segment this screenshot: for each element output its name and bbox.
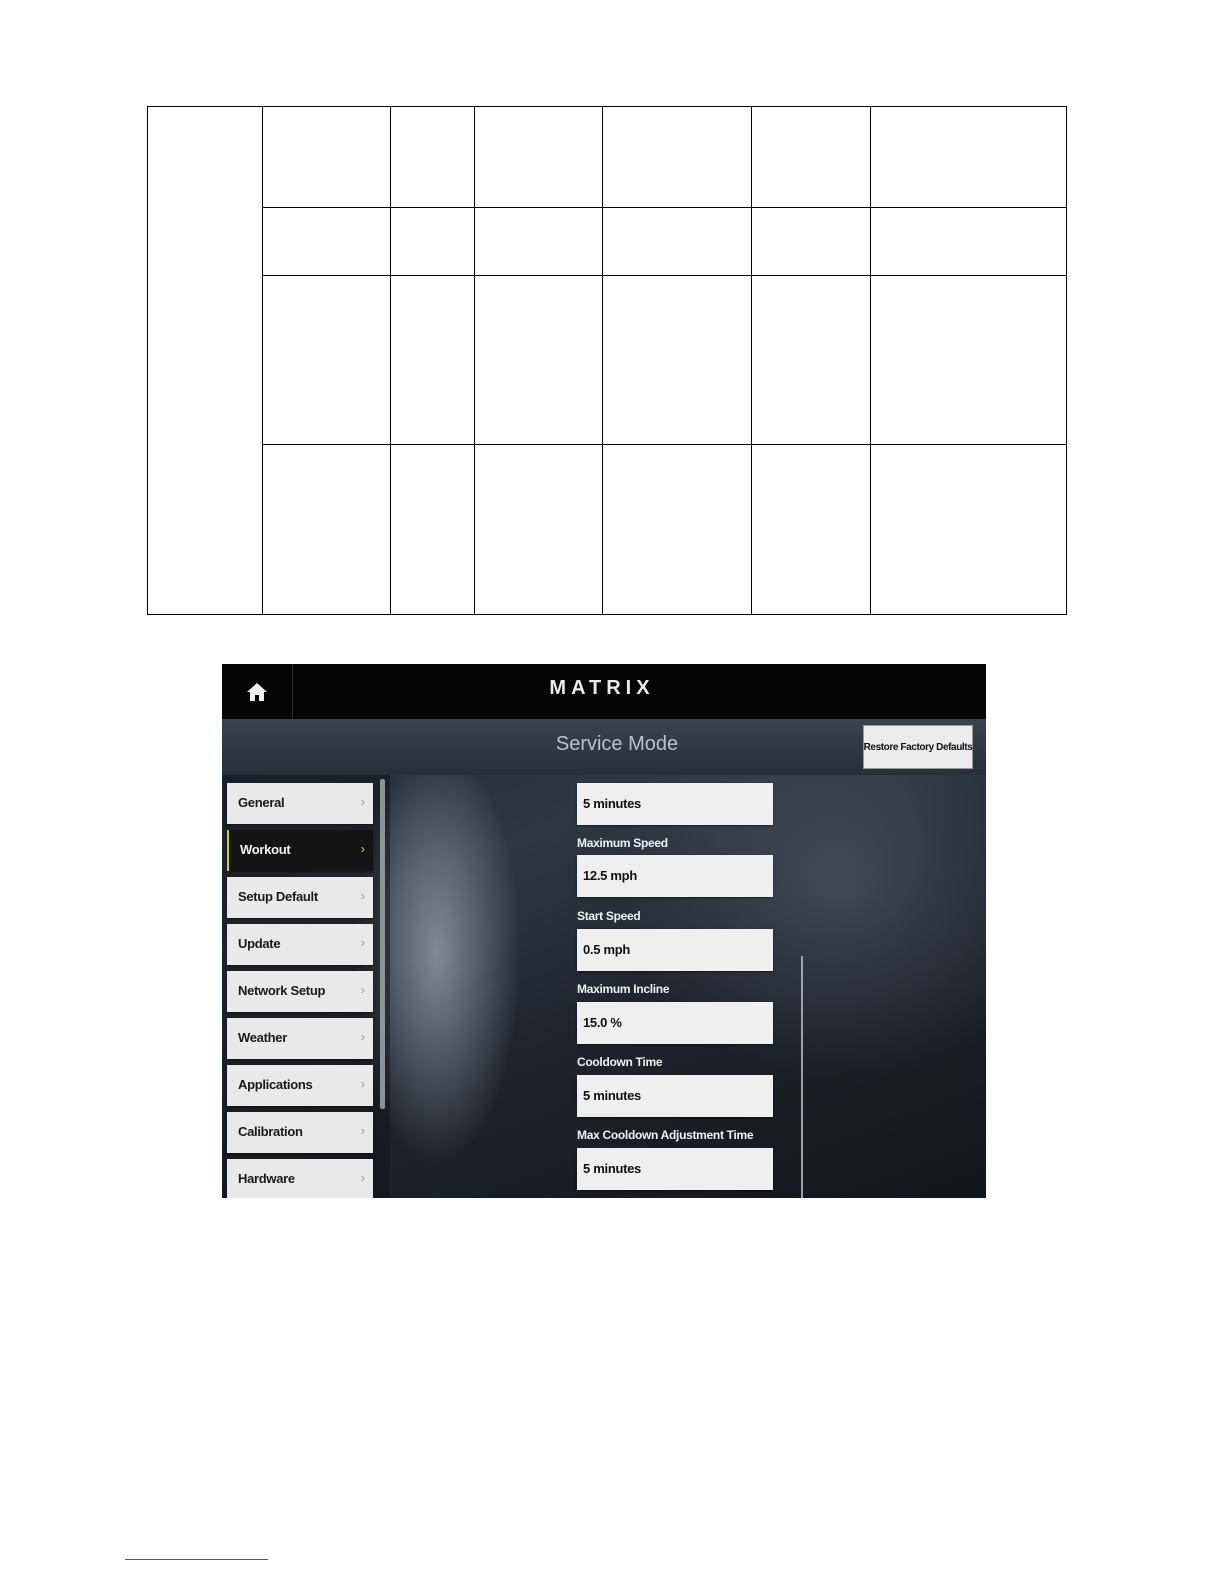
max-cooldown-adjustment-time-field[interactable]	[577, 1148, 773, 1190]
table-cell	[603, 276, 752, 445]
table-cell	[871, 208, 1067, 276]
maximum-speed-label: Maximum Speed	[577, 836, 668, 850]
chevron-right-icon: ›	[360, 794, 365, 809]
home-button[interactable]	[222, 664, 293, 719]
sidebar-item-workout[interactable]	[227, 830, 373, 871]
table-cell	[752, 208, 871, 276]
start-speed-label: Start Speed	[577, 909, 641, 923]
chevron-right-icon: ›	[360, 1170, 365, 1185]
field-value: 5 minutes	[583, 1088, 641, 1103]
service-mode-screen	[222, 664, 986, 1198]
table-cell	[475, 208, 603, 276]
home-icon	[246, 681, 268, 703]
brand-logo: MATRIX	[549, 677, 655, 699]
max-cooldown-adjustment-time-label: Max Cooldown Adjustment Time	[577, 1128, 754, 1142]
sidebar-item-hardware[interactable]	[227, 1159, 373, 1198]
sidebar-item-label: Workout	[240, 842, 291, 857]
field-value-box[interactable]	[577, 783, 773, 825]
table-cell	[475, 445, 603, 615]
field-value: 5 minutes	[583, 1161, 641, 1176]
maximum-incline-field[interactable]	[577, 1002, 773, 1044]
chevron-right-icon: ›	[360, 1076, 365, 1091]
sidebar-item-applications[interactable]	[227, 1065, 373, 1106]
table-cell	[752, 276, 871, 445]
table-cell	[263, 276, 391, 445]
table-cell	[603, 107, 752, 208]
sidebar-item-label: Calibration	[238, 1124, 303, 1139]
sidebar-item-label: Update	[238, 936, 281, 951]
document-table	[147, 106, 1067, 615]
sidebar-item-calibration[interactable]	[227, 1112, 373, 1153]
sidebar-item-label: Weather	[238, 1030, 287, 1045]
table-row	[148, 107, 1067, 208]
cooldown-time-field[interactable]	[577, 1075, 773, 1117]
sidebar-item-label: Hardware	[238, 1171, 295, 1186]
sidebar-item-update[interactable]	[227, 924, 373, 965]
table-cell	[603, 208, 752, 276]
table-cell	[263, 107, 391, 208]
table-cell	[871, 107, 1067, 208]
table-cell	[871, 276, 1067, 445]
table-cell	[752, 445, 871, 615]
sidebar-item-general[interactable]	[227, 783, 373, 824]
sidebar-item-network-setup[interactable]	[227, 971, 373, 1012]
table-cell	[752, 107, 871, 208]
table-cell	[263, 445, 391, 615]
table-cell	[391, 107, 475, 208]
table-cell	[391, 276, 475, 445]
field-value: 0.5 mph	[583, 942, 631, 957]
table-row	[148, 445, 1067, 615]
cooldown-time-label: Cooldown Time	[577, 1055, 663, 1069]
chevron-right-icon: ›	[360, 1029, 365, 1044]
chevron-right-icon: ›	[360, 888, 365, 903]
chevron-right-icon: ›	[360, 1123, 365, 1138]
sidebar-scrollbar[interactable]	[380, 779, 385, 1109]
top-bar	[222, 664, 986, 719]
table-cell	[475, 107, 603, 208]
field-value: 5 minutes	[583, 796, 641, 811]
table-row	[148, 208, 1067, 276]
sidebar-item-label: Applications	[238, 1077, 313, 1092]
table-cell	[148, 107, 263, 615]
sidebar-item-weather[interactable]	[227, 1018, 373, 1059]
chevron-right-icon: ›	[360, 982, 365, 997]
chevron-right-icon: ›	[360, 935, 365, 950]
maximum-incline-label: Maximum Incline	[577, 982, 670, 996]
table-cell	[263, 208, 391, 276]
content-scrollbar[interactable]	[801, 956, 803, 1198]
table-cell	[475, 276, 603, 445]
field-value: 15.0 %	[583, 1015, 622, 1030]
field-value: 12.5 mph	[583, 868, 637, 883]
table-cell	[603, 445, 752, 615]
table-cell	[391, 208, 475, 276]
table-row	[148, 276, 1067, 445]
table-cell	[871, 445, 1067, 615]
sidebar	[222, 775, 390, 1198]
sidebar-item-label: General	[238, 795, 285, 810]
sidebar-item-label: Network Setup	[238, 983, 326, 998]
footnote-separator	[125, 1559, 268, 1560]
sidebar-item-label: Setup Default	[238, 889, 318, 904]
title-bar	[222, 719, 986, 775]
sidebar-item-setup-default[interactable]	[227, 877, 373, 918]
chevron-right-icon: ›	[360, 841, 365, 856]
page-title: Service Mode	[555, 733, 679, 755]
start-speed-field[interactable]	[577, 929, 773, 971]
table-cell	[391, 445, 475, 615]
restore-factory-defaults-button[interactable]: Restore Factory Defaults	[863, 725, 973, 769]
maximum-speed-field[interactable]	[577, 855, 773, 897]
